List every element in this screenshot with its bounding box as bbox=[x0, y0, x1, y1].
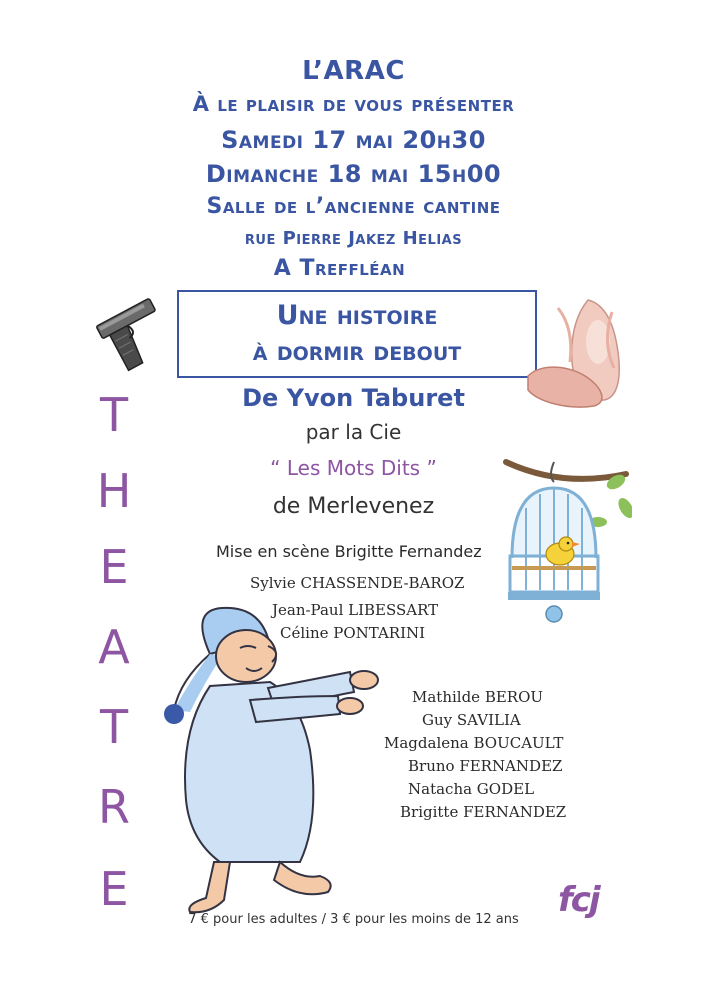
company-origin: de Merlevenez bbox=[272, 494, 435, 519]
cast-member-6: Brigitte FERNANDEZ bbox=[400, 803, 567, 821]
company-intro: par la Cie bbox=[305, 420, 402, 444]
crew-member-3: Céline PONTARINI bbox=[280, 624, 426, 642]
sleepwalker-illustration bbox=[150, 600, 410, 930]
birdcage-icon bbox=[502, 448, 632, 628]
company-name: “ Les Mots Dits ” bbox=[270, 456, 437, 480]
pistol-icon bbox=[96, 280, 168, 380]
organizer-name: L’ARAC bbox=[302, 56, 405, 86]
theatre-letter-2: H bbox=[96, 464, 132, 518]
play-title-box bbox=[177, 290, 537, 378]
theatre-letter-1: T bbox=[99, 388, 129, 442]
theatre-letter-4: A bbox=[98, 620, 130, 674]
theatre-letter-7: E bbox=[99, 862, 129, 916]
venue-street: rue Pierre Jakez Helias bbox=[244, 228, 463, 249]
date-saturday: Samedi 17 mai 20h30 bbox=[221, 126, 486, 154]
ticket-prices: 7 € pour les adultes / 3 € pour les moins de 12 ans bbox=[188, 912, 519, 927]
cast-member-4: Bruno FERNANDEZ bbox=[408, 757, 563, 775]
venue-town: A Treffléan bbox=[273, 256, 406, 281]
cast-member-3: Magdalena BOUCAULT bbox=[384, 734, 564, 752]
theatre-letter-5: T bbox=[99, 700, 129, 754]
crew-member-1: Sylvie CHASSENDE-BAROZ bbox=[250, 574, 465, 592]
cast-member-2: Guy SAVILIA bbox=[422, 711, 521, 729]
play-title-line-1: Une histoire bbox=[276, 300, 438, 331]
theatre-letter-3: E bbox=[99, 540, 129, 594]
play-title-line-2: à dormir debout bbox=[252, 336, 462, 367]
play-author: De Yvon Taburet bbox=[242, 384, 465, 412]
logo-text: fcj bbox=[558, 880, 599, 920]
crew-member-2: Jean-Paul LIBESSART bbox=[272, 601, 439, 619]
cast-member-5: Natacha GODEL bbox=[408, 780, 535, 798]
director-credit: Mise en scène Brigitte Fernandez bbox=[216, 542, 482, 561]
cast-member-1: Mathilde BEROU bbox=[412, 688, 544, 706]
venue-name: Salle de l’ancienne cantine bbox=[206, 194, 501, 219]
theatre-letter-6: R bbox=[98, 780, 130, 834]
intro-line: À le plaisir de vous présenter bbox=[192, 92, 515, 116]
date-sunday: Dimanche 18 mai 15h00 bbox=[205, 160, 502, 188]
